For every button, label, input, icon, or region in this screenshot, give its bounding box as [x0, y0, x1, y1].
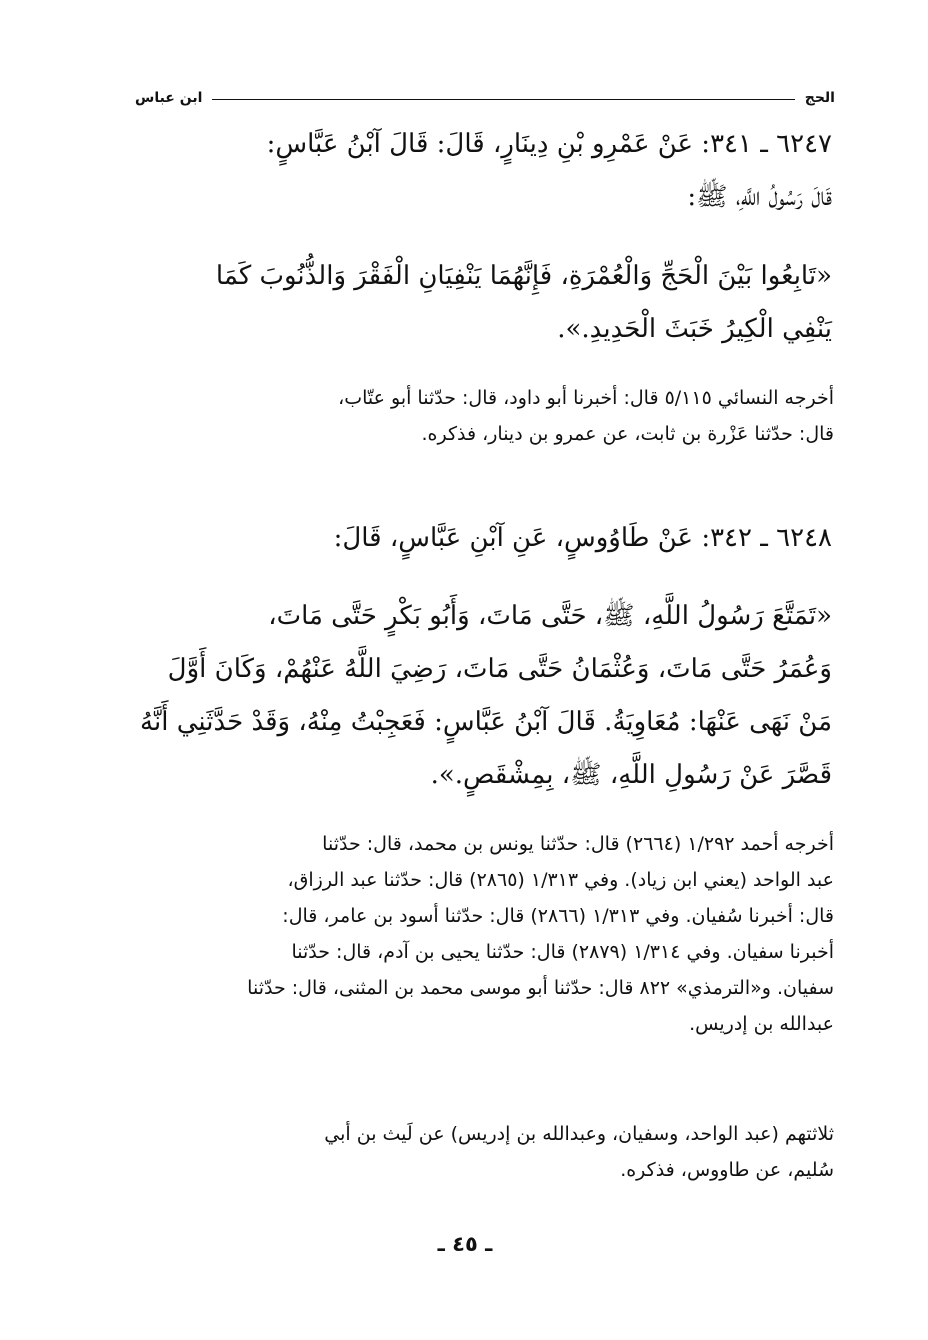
hadith-line: قَالَ رَسُولُ اللَّهِ، ﷺ:: [687, 182, 832, 212]
hadith-line: ٦٢٤٧ ـ ٣٤١: عَنْ عَمْرِو بْنِ دِينَارٍ، قَالَ: قَالَ آبْنُ عَبَّاسٍ:: [266, 129, 832, 159]
header-rule: [212, 99, 794, 100]
takhrij-6247: [132, 380, 834, 452]
takhrij-6248: [132, 826, 834, 1042]
chapter-title: الحج: [804, 90, 835, 106]
takhrij-line: عبد الواحد (يعني ابن زياد). وفي ١/٣١٣ (٢٨٦٥) قال: حدّثنا عبد الرزاق،: [287, 869, 834, 891]
takhrij-line: عبدالله بن إدريس.: [689, 1013, 834, 1035]
takhrij-line: ثلاثتهم (عبد الواحد، وسفيان، وعبدالله بن إدريس) عن لَيث بن أبي: [324, 1123, 834, 1145]
hadith-line: مَنْ نَهَى عَنْهَا: مُعَاوِيَةُ. قَالَ آبْنُ عَبَّاسٍ: فَعَجِبْتُ مِنْهُ، وَقَدْ حَدَّثَنِي أَنَّهُ: [140, 707, 832, 737]
takhrij-line: سفيان. و«الترمذي» ٨٢٢ قال: حدّثنا أبو موسى محمد بن المثنى، قال: حدّثنا: [247, 977, 834, 999]
takhrij-line: أخرجه النسائي ٥/١١٥ قال: أخبرنا أبو داود، قال: حدّثنا أبو عتّاب،: [338, 387, 834, 409]
hadith-line: «تَمَتَّعَ رَسُولُ اللَّهِ، ﷺ، حَتَّى مَاتَ، وَأَبُو بَكْرٍ حَتَّى مَاتَ،: [268, 601, 832, 631]
takhrij-line: قال: أخبرنا سُفيان. وفي ١/٣١٣ (٢٨٦٦) قال: حدّثنا أسود بن عامر، قال:: [282, 905, 834, 927]
hadith-6247-isnad: [132, 118, 832, 224]
running-header: [135, 84, 835, 106]
narrator-title: ابن عباس: [135, 90, 203, 106]
hadith-line: وَعُمَرُ حَتَّى مَاتَ، وَعُثْمَانُ حَتَّى مَاتَ، رَضِيَ اللَّهُ عَنْهُمْ، وَكَانَ أَوَّلَ: [167, 654, 832, 684]
takhrij-line: أخرجه أحمد ١/٢٩٢ (٢٦٦٤) قال: حدّثنا يونس بن محمد، قال: حدّثنا: [322, 833, 834, 855]
hadith-line: قَصَّرَ عَنْ رَسُولِ اللَّهِ، ﷺ، بِمِشْقَصٍ.».: [430, 760, 832, 790]
takhrij-line: سُليم، عن طاووس، فذكره.: [620, 1159, 834, 1181]
page-number: ـ ٤٥ ـ: [437, 1232, 493, 1256]
hadith-6248-isnad: [132, 512, 832, 565]
hadith-line: يَنْفِي الْكِيرُ خَبَثَ الْحَدِيدِ.».: [557, 314, 832, 344]
hadith-line: «تَابِعُوا بَيْنَ الْحَجِّ وَالْعُمْرَةِ، فَإِنَّهُمَا يَنْفِيَانِ الْفَقْرَ وَالذُّنُوبَ كَمَا: [215, 261, 832, 291]
hadith-6248-matn: [132, 590, 832, 802]
hadith-line: ٦٢٤٨ ـ ٣٤٢: عَنْ طَاوُوسٍ، عَنِ آبْنِ عَبَّاسٍ، قَالَ:: [333, 523, 832, 553]
takhrij-line: قال: حدّثنا عَزْرة بن ثابت، عن عمرو بن دينار، فذكره.: [421, 423, 834, 445]
takhrij-6248-common-link: [132, 1116, 834, 1188]
takhrij-line: أخبرنا سفيان. وفي ١/٣١٤ (٢٨٧٩) قال: حدّثنا يحيى بن آدم، قال: حدّثنا: [291, 941, 834, 963]
hadith-6247-matn: [132, 250, 832, 356]
